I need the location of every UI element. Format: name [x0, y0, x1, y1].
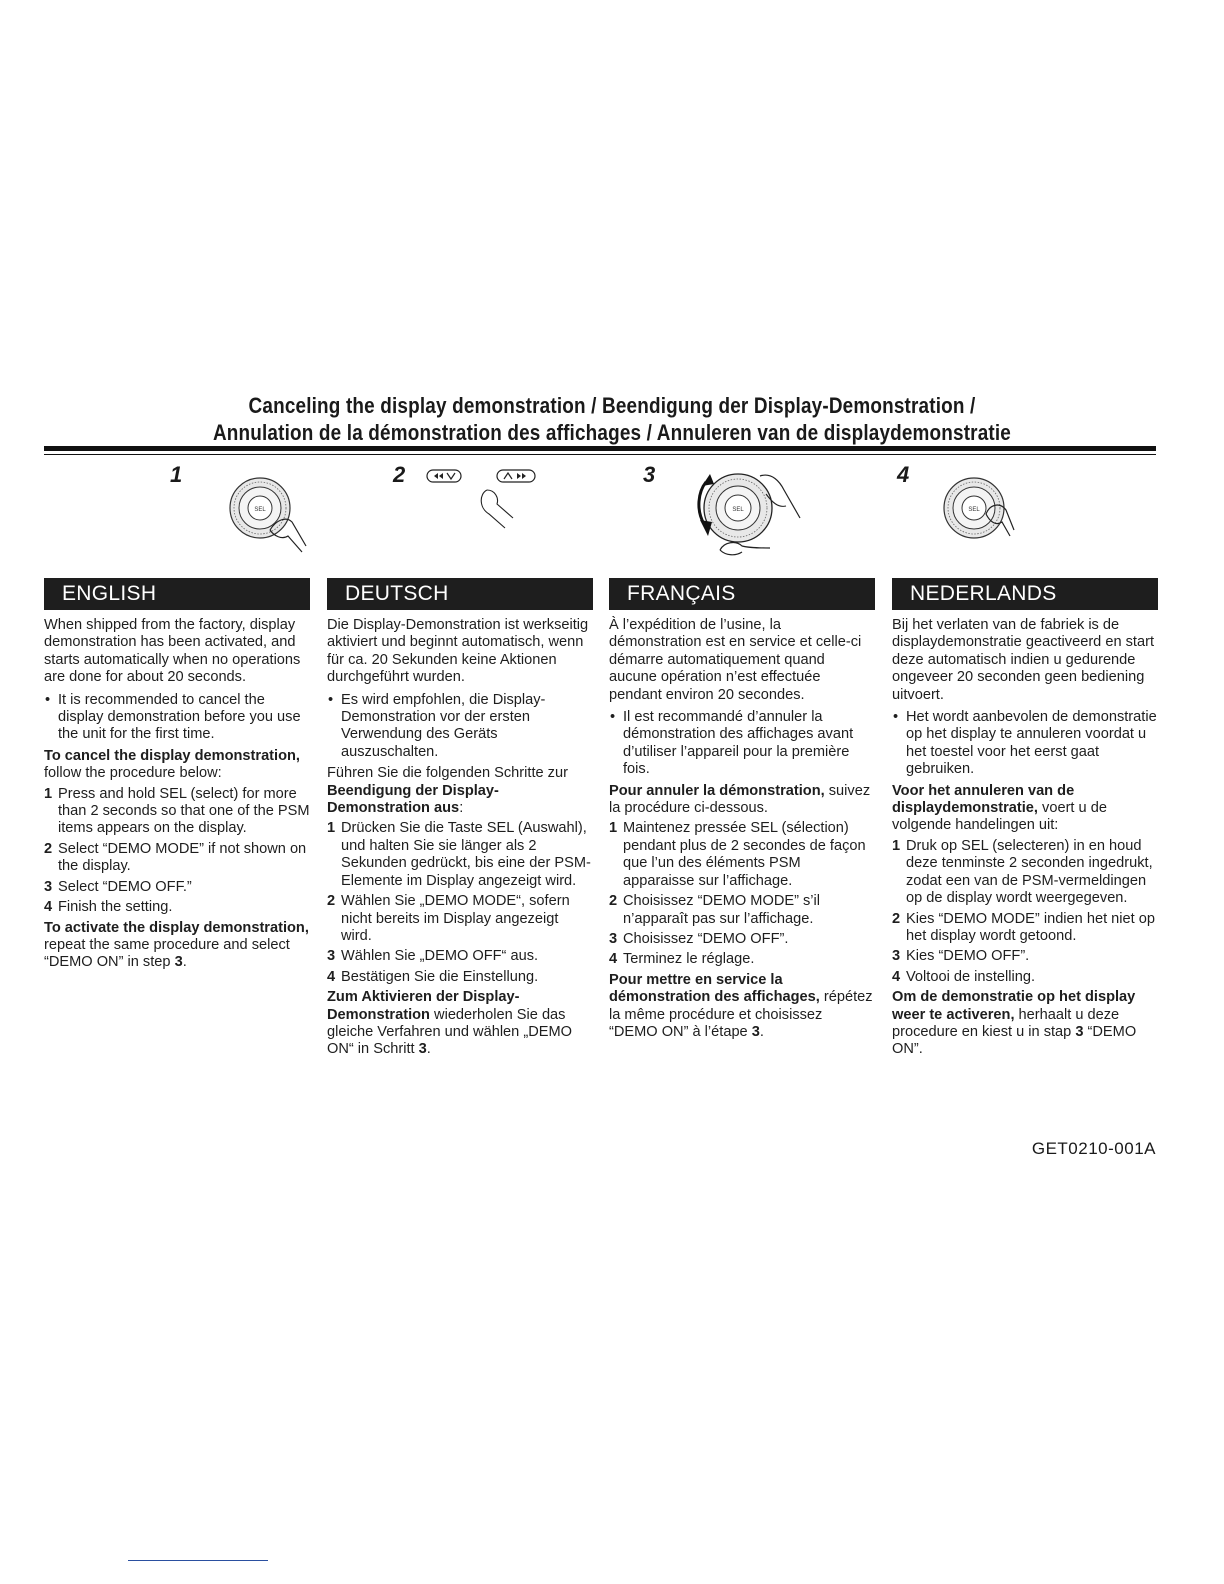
sel-label-3: SEL: [732, 507, 744, 513]
column-nederlands: [892, 578, 1158, 1062]
section-header-nederlands: NEDERLANDS: [892, 578, 1158, 610]
step-item-2: 2 Wählen Sie „DEMO MODE“, sofern nicht bereits im Display angezeigt wird.: [327, 893, 570, 944]
column-english: [44, 578, 310, 975]
step-item-1: 1 Press and hold SEL (select) for more than 2 seconds so that one of the PSM items appears on the display.: [44, 785, 310, 837]
intro-text: When shipped from the factory, display demonstration has been activated, and starts automatically when no operations are done for about 20 seconds.: [44, 617, 301, 686]
bullet-item: • Es wird empfohlen, die Display-Demonstration vor der ersten Verwendung des Geräts auszuschalten.: [328, 691, 546, 760]
activate-instruction: Zum Aktivieren der Display-Demonstration wiederholen Sie das gleiche Verfahren und wählen „DEMO ON“ in Schritt 3.: [327, 989, 572, 1058]
title-line-2: Annulation de la démonstration des affichages / Annuleren van de displaydemonstratie: [212, 420, 1012, 445]
footer-rule: [128, 1560, 268, 1561]
column-francais: [609, 578, 875, 1044]
intro-text: Die Display-Demonstration ist werkseitig aktiviert und beginnt automatisch, wenn für ca. 20 Sekunden keine Aktionen durchgeführt wurden.: [327, 617, 589, 686]
column-body-deutsch: [327, 617, 593, 1059]
activate-instruction: To activate the display demonstration, repeat the same procedure and select “DEMO ON” in step 3.: [44, 919, 309, 971]
title-line-1: Canceling the display demonstration / Beendigung der Display-Demonstration /: [248, 393, 976, 418]
column-body-francais: [609, 617, 875, 1041]
title-rule-thick: [44, 446, 1156, 451]
step-item-1: 1 Drücken Sie die Taste SEL (Auswahl), und halten Sie sie länger als 2 Sekunden gedrückt, bis eine der PSM-Elemente im Display angezeigt wird.: [327, 820, 591, 889]
step-item-2: 2 Select “DEMO MODE” if not shown on the display.: [44, 840, 307, 875]
step-number-2: 2: [393, 462, 406, 487]
intro-text: Bij het verlaten van de fabriek is de displaydemonstratie geactiveerd en start deze automatisch indien u gedurende ongeveer 20 seconden geen bediening uitvoert.: [892, 617, 1155, 703]
step-item-2: 2 Choisissez “DEMO MODE” s’il n’apparaît pas sur l’affichage.: [609, 893, 821, 927]
bullet-item: • Het wordt aanbevolen de demonstratie op het display te annuleren voordat u het toestel voor het eerst gaat gebruiken.: [893, 709, 1157, 778]
section-header-english: ENGLISH: [44, 578, 310, 610]
section-header-francais: FRANÇAIS: [609, 578, 875, 610]
cancel-instruction: To cancel the display demonstration, follow the procedure below:: [44, 747, 300, 782]
activate-instruction: Om de demonstratie op het display weer te activeren, herhaalt u deze procedure en kiest u in stap 3 “DEMO ON”.: [892, 989, 1137, 1058]
step-item-1: 1 Maintenez pressée SEL (sélection) pendant plus de 2 secondes de façon que l’un des éléments PSM apparaisse sur l’affichage.: [609, 820, 866, 889]
step-item-4: 4 Terminez le réglage.: [609, 951, 755, 968]
bullet-item: • Il est recommandé d’annuler la démonstration des affichages avant d’utiliser l’appareil pour la première fois.: [610, 709, 854, 778]
document-code: GET0210-001A: [1031, 1139, 1156, 1158]
step-item-3: 3 Kies “DEMO OFF”.: [892, 948, 1030, 965]
cancel-instruction: Voor het annuleren van de displaydemonstratie, voert u de volgende handelingen uit:: [892, 782, 1107, 834]
step-item-3: 3 Wählen Sie „DEMO OFF“ aus.: [327, 948, 539, 965]
sel-label-4: SEL: [968, 507, 980, 513]
step-item-4: 4 Bestätigen Sie die Einstellung.: [327, 968, 539, 985]
column-body-nederlands: [892, 617, 1158, 1059]
sel-knob-press-illustration-1: [218, 460, 318, 560]
column-body-english: [44, 617, 310, 972]
intro-text: À l’expédition de l’usine, la démonstration est en service et celle-ci démarre automatiquement quand aucune opération n’est effectuée pendant environ 20 secondes.: [609, 617, 862, 703]
cancel-instruction: Pour annuler la démonstration, suivez la procédure ci-dessous.: [609, 782, 871, 817]
step-number-3: 3: [643, 462, 656, 487]
bullet-item: • It is recommended to cancel the display demonstration before you use the unit for the first time.: [45, 691, 301, 743]
step-number-1: 1: [170, 462, 183, 487]
step-item-1: 1 Druk op SEL (selecteren) in en houd deze tenminste 2 seconden ingedrukt, zodat een van de PSM-vermeldingen op de display wordt weergegeven.: [892, 837, 1153, 907]
step-number-4: 4: [897, 462, 910, 487]
column-deutsch: [327, 578, 593, 1062]
cancel-instruction: Führen Sie die folgenden Schritte zur Beendigung der Display-Demonstration aus:: [327, 765, 568, 817]
step-item-3: 3 Choisissez “DEMO OFF”.: [609, 930, 789, 947]
activate-instruction: Pour mettre en service la démonstration des affichages, répétez la même procédure et choisissez “DEMO ON” à l’étape 3.: [609, 971, 873, 1040]
sel-label-1: SEL: [254, 507, 266, 513]
step-item-4: 4 Voltooi de instelling.: [892, 968, 1035, 985]
page-title: [86, 392, 1139, 446]
buttons-press-illustration-2: [425, 464, 545, 534]
section-header-deutsch: DEUTSCH: [327, 578, 593, 610]
title-rule-thin: [44, 454, 1156, 455]
step-item-2: 2 Kies “DEMO MODE” indien het niet op het display wordt getoond.: [892, 910, 1155, 944]
sel-knob-rotate-illustration-3: [680, 458, 830, 568]
step-item-4: 4 Finish the setting.: [44, 899, 173, 916]
step-item-3: 3 Select “DEMO OFF.”: [44, 878, 192, 895]
sel-knob-press-illustration-4: [930, 460, 1030, 560]
